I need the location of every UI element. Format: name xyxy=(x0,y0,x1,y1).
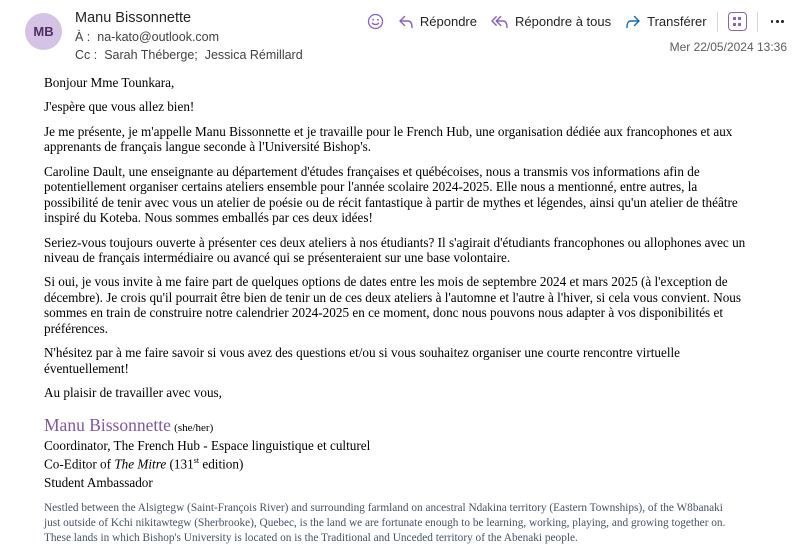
avatar[interactable]: MB xyxy=(25,13,62,50)
publication-title: The Mitre xyxy=(114,456,167,472)
reply-arrow-icon xyxy=(398,15,414,29)
sender-name[interactable]: Manu Bissonnette xyxy=(75,10,192,26)
smiley-icon xyxy=(367,13,384,30)
body-paragraph: Je me présente, je m'appelle Manu Bissonnette et je travaille pour le French Hub, une organisation dédiée aux francophones et aux apprenants de français langue seconde à l'Université Bishop's. xyxy=(44,123,733,155)
message-header xyxy=(0,0,799,62)
body-paragraph: Au plaisir de travailler avec vous, xyxy=(44,385,222,400)
cc-line[interactable] xyxy=(75,48,303,62)
email-body xyxy=(0,62,799,400)
message-toolbar xyxy=(363,10,791,33)
to-label: À : xyxy=(75,30,91,44)
more-options-icon xyxy=(768,20,787,23)
reply-button[interactable] xyxy=(394,12,481,31)
forward-label: Transférer xyxy=(647,14,707,29)
body-paragraph: J'espère que vous allez bien! xyxy=(44,99,195,115)
signature-ambassador: Student Ambassador xyxy=(44,474,153,490)
reply-all-button[interactable] xyxy=(487,12,615,31)
to-recipient[interactable]: na-kato@outlook.com xyxy=(97,30,220,44)
signature-role: Coordinator, The French Hub - Espace linguistique et culturel xyxy=(44,438,371,454)
reply-all-label: Répondre à tous xyxy=(515,14,612,29)
toolbar-divider xyxy=(757,12,758,32)
signature-name-link[interactable]: Manu Bissonnette xyxy=(44,415,171,436)
land-acknowledgment: Nestled between the Alsigtegw (Saint-François River) and surrounding farmland on ancestral Ndakina territory (Eastern Townships), of the W8banaki just outside of Kchi nikitawtegw (Sherbrooke), Quebec, is the land we are fortunate enough to be learning, working, playing, and growing together on. These lands in which Bishop's University is located on is the Traditional and Unceded territory of the Abenaki people. xyxy=(44,502,726,544)
signature-coeditor: Co-Editor of The Mitre (131st edition) xyxy=(44,456,244,472)
reply-label: Répondre xyxy=(419,14,477,29)
cc-label: Cc : xyxy=(75,48,98,62)
signature-block xyxy=(0,409,799,490)
sender-block xyxy=(75,10,303,62)
more-options-button[interactable] xyxy=(764,18,791,25)
body-paragraph: Bonjour Mme Tounkara, xyxy=(44,75,175,90)
reaction-button[interactable] xyxy=(363,11,388,32)
cc-recipients[interactable]: Sarah Théberge; Jessica Rémillard xyxy=(104,48,303,62)
body-paragraph: Seriez-vous toujours ouverte à présenter ces deux ateliers à nos étudiants? Il s'agirait d'étudiants francophones ou allophones avec un niveau de français intermédiaire ou avancé qui se présenteraient sur une base volontaire. xyxy=(44,234,746,265)
signature-pronouns: (she/her) xyxy=(174,422,214,435)
body-paragraph: Caroline Dault, une enseignante au département d'études françaises et québécoises, nous a transmis vos informations afin de potentiellement organiser certains ateliers ensemble pour l'année scolaire 2024-2025. Elle nous a mentionné, entre autres, la possibilité de tenir avec vous un atelier de poésie ou de récit fantastique à partir de mythes et légendes, ainsi qu'un atelier de théâtre inspiré du Koteba. Nous sommes emballés par ces deux idées! xyxy=(44,163,738,226)
signature-name-line xyxy=(44,415,751,436)
apps-button[interactable] xyxy=(724,10,751,33)
forward-button[interactable] xyxy=(621,12,710,31)
message-date: Mer 22/05/2024 13:36 xyxy=(669,40,787,54)
reply-all-arrow-icon xyxy=(491,15,509,29)
to-line[interactable] xyxy=(75,30,303,44)
forward-arrow-icon xyxy=(625,15,641,29)
body-paragraph: N'hésitez par à me faire savoir si vous avez des questions et/ou si vous souhaitez organiser une courte rencontre virtuelle éventuellement! xyxy=(44,345,681,376)
apps-grid-icon xyxy=(728,12,747,31)
body-paragraph: Si oui, je vous invite à me faire part de quelques options de dates entre les mois de septembre 2024 et mars 2025 (à l'exception de décembre). Je crois qu'il pourrait être bien de tenir un de ces deux ateliers à l'automne et l'autre à l'hiver, si cela vous convient. Nous sommes en train de construire notre calendrier 2024-2025 en ce moment, donc nous pouvons nous adapter à vos disponibilités et préférences. xyxy=(44,274,742,336)
toolbar-divider xyxy=(717,12,718,32)
